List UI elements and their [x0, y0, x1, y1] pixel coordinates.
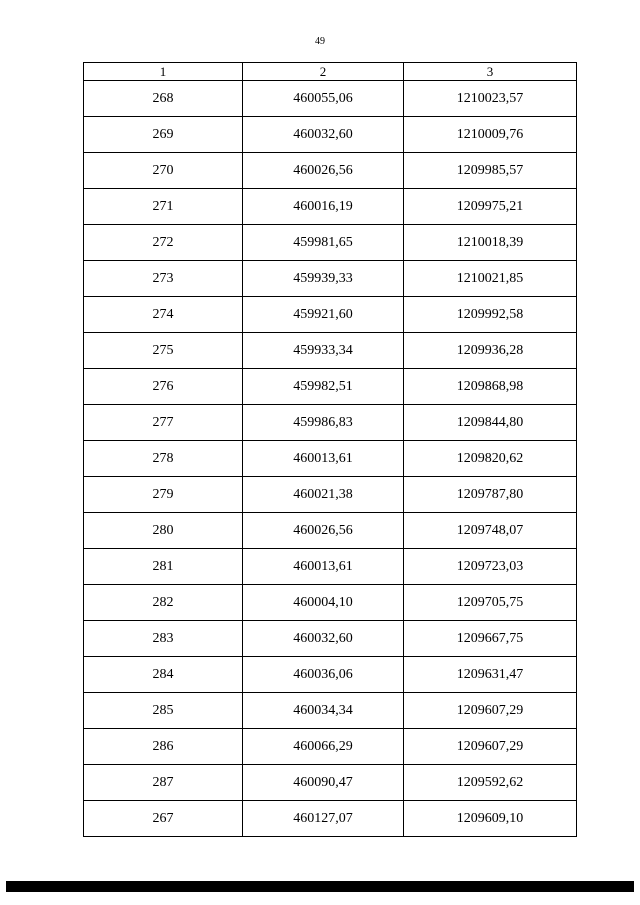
table-row	[84, 369, 577, 405]
column-header-3: 3	[404, 63, 577, 81]
y-coordinate-cell: 1209985,57	[404, 153, 577, 189]
coordinates-table	[83, 62, 577, 837]
x-coordinate-cell: 459933,34	[243, 333, 404, 369]
x-coordinate-cell: 460090,47	[243, 765, 404, 801]
table-row	[84, 765, 577, 801]
table-row	[84, 441, 577, 477]
table-row	[84, 513, 577, 549]
point-number-cell: 282	[84, 585, 243, 621]
point-number-cell: 271	[84, 189, 243, 225]
y-coordinate-cell: 1209609,10	[404, 801, 577, 837]
y-coordinate-cell: 1209607,29	[404, 729, 577, 765]
point-number-cell: 268	[84, 81, 243, 117]
y-coordinate-cell: 1209607,29	[404, 693, 577, 729]
y-coordinate-cell: 1210009,76	[404, 117, 577, 153]
point-number-cell: 277	[84, 405, 243, 441]
y-coordinate-cell: 1210021,85	[404, 261, 577, 297]
table-row	[84, 81, 577, 117]
y-coordinate-cell: 1209748,07	[404, 513, 577, 549]
point-number-cell: 267	[84, 801, 243, 837]
x-coordinate-cell: 459939,33	[243, 261, 404, 297]
x-coordinate-cell: 460013,61	[243, 549, 404, 585]
x-coordinate-cell: 460034,34	[243, 693, 404, 729]
bottom-border-bar	[6, 881, 634, 892]
x-coordinate-cell: 460013,61	[243, 441, 404, 477]
point-number-cell: 284	[84, 657, 243, 693]
table-row	[84, 189, 577, 225]
point-number-cell: 270	[84, 153, 243, 189]
point-number-cell: 281	[84, 549, 243, 585]
x-coordinate-cell: 459921,60	[243, 297, 404, 333]
table-row	[84, 153, 577, 189]
point-number-cell: 269	[84, 117, 243, 153]
table-row	[84, 261, 577, 297]
y-coordinate-cell: 1210023,57	[404, 81, 577, 117]
x-coordinate-cell: 460032,60	[243, 621, 404, 657]
x-coordinate-cell: 460127,07	[243, 801, 404, 837]
x-coordinate-cell: 460036,06	[243, 657, 404, 693]
point-number-cell: 278	[84, 441, 243, 477]
x-coordinate-cell: 459981,65	[243, 225, 404, 261]
y-coordinate-cell: 1209820,62	[404, 441, 577, 477]
point-number-cell: 274	[84, 297, 243, 333]
table-row	[84, 585, 577, 621]
table-row	[84, 801, 577, 837]
table-row	[84, 297, 577, 333]
table-row	[84, 729, 577, 765]
y-coordinate-cell: 1209667,75	[404, 621, 577, 657]
point-number-cell: 283	[84, 621, 243, 657]
header-row	[84, 63, 577, 81]
point-number-cell: 286	[84, 729, 243, 765]
y-coordinate-cell: 1210018,39	[404, 225, 577, 261]
column-header-1: 1	[84, 63, 243, 81]
point-number-cell: 273	[84, 261, 243, 297]
x-coordinate-cell: 460026,56	[243, 153, 404, 189]
table-row	[84, 693, 577, 729]
y-coordinate-cell: 1209592,62	[404, 765, 577, 801]
y-coordinate-cell: 1209975,21	[404, 189, 577, 225]
y-coordinate-cell: 1209723,03	[404, 549, 577, 585]
x-coordinate-cell: 460004,10	[243, 585, 404, 621]
point-number-cell: 287	[84, 765, 243, 801]
column-header-2: 2	[243, 63, 404, 81]
page-number: 49	[315, 36, 325, 47]
y-coordinate-cell: 1209705,75	[404, 585, 577, 621]
point-number-cell: 275	[84, 333, 243, 369]
x-coordinate-cell: 460026,56	[243, 513, 404, 549]
x-coordinate-cell: 460021,38	[243, 477, 404, 513]
x-coordinate-cell: 460032,60	[243, 117, 404, 153]
table-row	[84, 117, 577, 153]
x-coordinate-cell: 460016,19	[243, 189, 404, 225]
table-row	[84, 405, 577, 441]
x-coordinate-cell: 459986,83	[243, 405, 404, 441]
table-row	[84, 549, 577, 585]
y-coordinate-cell: 1209992,58	[404, 297, 577, 333]
y-coordinate-cell: 1209844,80	[404, 405, 577, 441]
point-number-cell: 276	[84, 369, 243, 405]
table-row	[84, 477, 577, 513]
table-row	[84, 657, 577, 693]
point-number-cell: 272	[84, 225, 243, 261]
y-coordinate-cell: 1209631,47	[404, 657, 577, 693]
point-number-cell: 280	[84, 513, 243, 549]
point-number-cell: 285	[84, 693, 243, 729]
x-coordinate-cell: 460055,06	[243, 81, 404, 117]
table-row	[84, 225, 577, 261]
y-coordinate-cell: 1209936,28	[404, 333, 577, 369]
y-coordinate-cell: 1209868,98	[404, 369, 577, 405]
x-coordinate-cell: 460066,29	[243, 729, 404, 765]
point-number-cell: 279	[84, 477, 243, 513]
x-coordinate-cell: 459982,51	[243, 369, 404, 405]
y-coordinate-cell: 1209787,80	[404, 477, 577, 513]
table-row	[84, 333, 577, 369]
table-row	[84, 621, 577, 657]
